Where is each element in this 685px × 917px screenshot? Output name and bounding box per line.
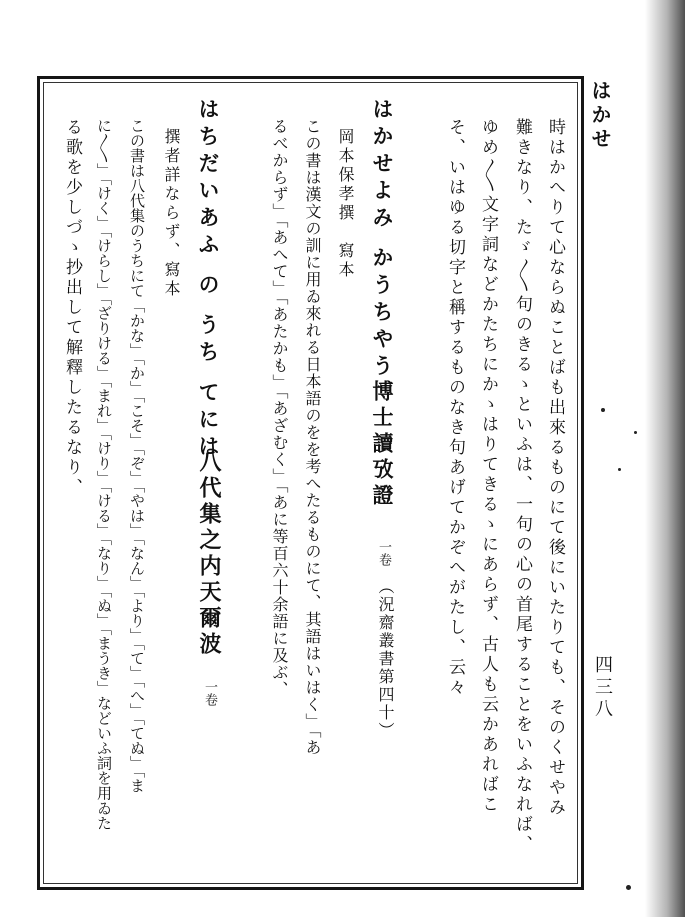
entry-title: はかせよみ かうちやう — [370, 98, 395, 382]
entry-author: 岡本保孝撰 寫本 — [336, 128, 355, 280]
page-edge-shadow — [645, 0, 685, 917]
running-head: はかせ — [588, 80, 612, 152]
entry-body-line: る歌を少しづゝ抄出して解釋したるなり、 — [62, 118, 82, 498]
entry-volumes: 一卷 — [376, 540, 391, 566]
intro-line: 時はかへりて心ならぬことばも出來るものにて後にいたりても、そのくせやみ — [545, 118, 565, 818]
page-number: 四三八 — [592, 655, 613, 721]
ink-speck — [618, 468, 621, 471]
intro-line: 難きなり、たゞ〳〵句のきるゝといふは、一句の心の首尾することをいふなれば、 — [512, 118, 532, 855]
entry-volumes: 一卷 — [202, 680, 217, 706]
entry-author: 撰者詳ならず、寫本 — [162, 128, 181, 299]
entry-body-line: この書は八代集のうちにて「かな」「か」「こそ」「ぞ」「やは」「なん」「より」「て」「へ」「てぬ」「ま — [128, 118, 146, 793]
ink-speck — [626, 885, 631, 890]
ink-speck — [601, 408, 605, 412]
entry-body-line: この書は漢文の訓に用ゐ來れる日本語のをを考へたるものにて、其語はいはく」「あ — [303, 118, 322, 756]
entry-body-line: に〳〵」「けく」「けらし」「ざりける」「まれ」「けり」「ける」「なり」「ぬ」「まうき」などいふ詞を用ゐた — [95, 118, 113, 831]
entry-title-kanji: 八代集之内天爾波 — [196, 450, 222, 658]
intro-line: ゆめ〳〵文字詞などかたちにかゝはりてきるゝにあらず、古人も云かあればこ — [478, 118, 498, 815]
entry-title-kanji: 博士讀攷證 — [370, 380, 395, 510]
entry-body-line: るべからず」「あへて」「あたかも」「あざむく」「あに等百六十余語に及ぶ、 — [270, 118, 289, 698]
intro-line: そ、いはゆる切字と稱するものなき句あげてかぞへがたし、云々 — [445, 118, 465, 698]
ink-speck — [634, 431, 637, 434]
entry-series: （況齋叢書第四十） — [376, 578, 395, 740]
entry-title: はちだいあふ の うち てには — [196, 98, 221, 462]
